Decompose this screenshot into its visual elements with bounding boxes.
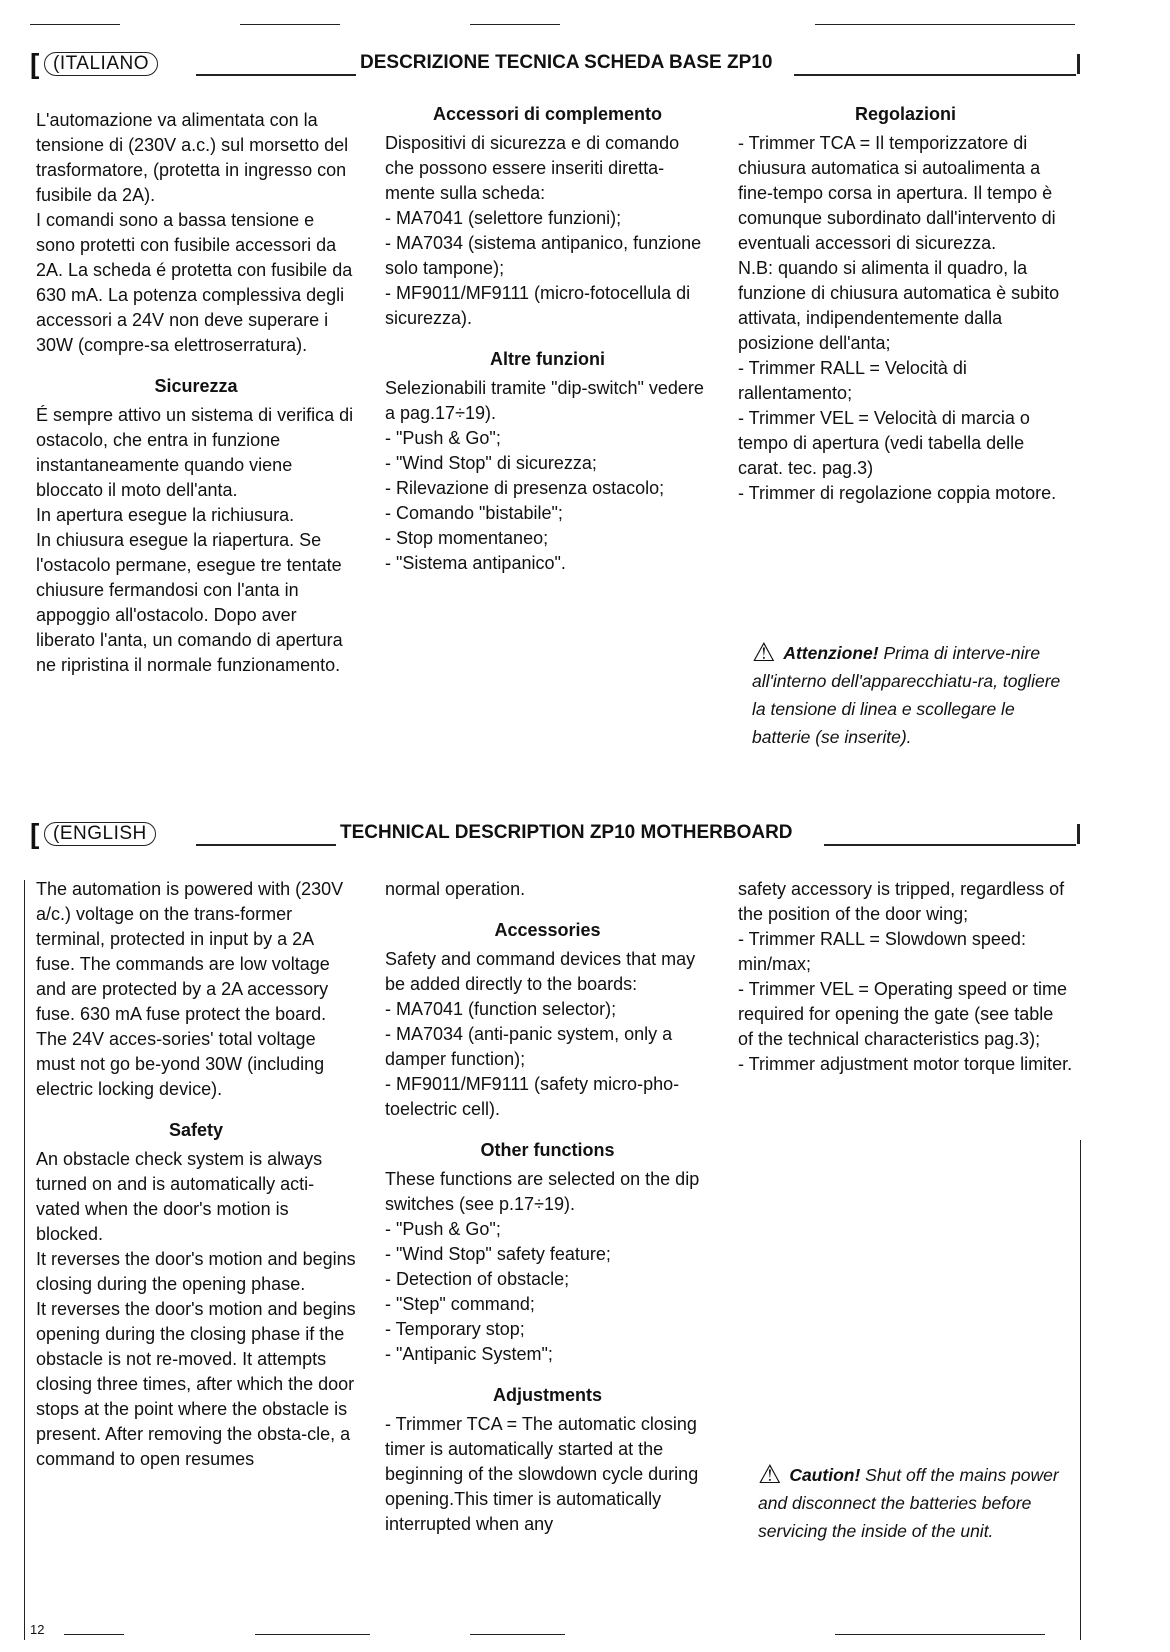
paragraph: - Trimmer di regolazione coppia motore. [738,483,1057,503]
warning-triangle-icon: ⚠ [758,1459,782,1489]
top-rule [30,24,120,25]
top-rule [240,24,340,25]
paragraph: - Temporary stop; [385,1319,525,1339]
paragraph: Safety and command devices that may be added directly to the boards: [385,949,696,994]
paragraph: Selezionabili tramite "dip-switch" vedere a pag.17÷19). [385,378,704,423]
paragraph: - Stop momentaneo; [385,528,549,548]
paragraph: - "Wind Stop" safety feature; [385,1244,611,1264]
paragraph: It reverses the door's motion and begins closing during the opening phase. [36,1249,356,1294]
paragraph: safety accessory is tripped, regardless of the position of the door wing; [738,879,1065,924]
paragraph: - MF9011/MF9111 (safety micro-pho-toelectric cell). [385,1074,680,1119]
language-label-italian: (ITALIANO [44,52,158,76]
top-rule [470,24,560,25]
english-column-3 [738,877,1073,1077]
bottom-rule [255,1634,370,1635]
top-rule [815,24,1075,25]
left-bracket: [ [30,48,40,79]
paragraph: The automation is powered with (230V a/c.) voltage on the trans-former terminal, protected in input by a 2A fuse. The commands are low voltage and are protected by a 2A accessory fuse. 630 mA fuse protect the board. The 24V acces-sories' total voltage must not go be-yond 30W (including electric locking device). [36,879,344,1099]
right-margin-line [1080,1140,1081,1640]
paragraph: - Trimmer adjustment motor torque limiter. [738,1054,1073,1074]
english-warning [758,1460,1066,1545]
paragraph: I comandi sono a bassa tensione e sono protetti con fusibile accessori da 2A. La scheda é protetta con fusibile da 630 mA. La potenza complessiva degli accessori a 24V non deve superare i 30W (compre-sa elettroserratura). [36,210,353,355]
subsection-heading: Regolazioni [854,104,956,124]
italian-column-1 [36,108,356,678]
paragraph: - Trimmer TCA = The automatic closing timer is automatically started at the beginning of the slowdown cycle during opening.This timer is automatically interrupted when any [385,1414,699,1534]
paragraph: - "Antipanic System"; [385,1344,553,1364]
header-rule [824,844,1076,846]
paragraph: - "Wind Stop" di sicurezza; [385,453,597,473]
paragraph: In chiusura esegue la riapertura. Se l'ostacolo permane, esegue tre tentate chiusure fermandosi con l'anta in appoggio all'ostacolo. Dopo aver liberato l'anta, un comando di apertura ne ripristina il normale funzionamento. [36,530,343,675]
paragraph: - Comando "bistabile"; [385,503,563,523]
subsection-heading: Accessories [494,920,601,940]
right-bracket [1077,54,1080,74]
italian-column-2 [385,102,710,576]
bottom-rule [470,1634,565,1635]
paragraph: - Trimmer RALL = Velocità di rallentamento; [738,358,967,403]
subsection-heading: Adjustments [492,1385,602,1405]
paragraph: - Trimmer VEL = Operating speed or time required for opening the gate (see table of the technical characteristics pag.3); [738,979,1067,1049]
paragraph: - Trimmer VEL = Velocità di marcia o tempo di apertura (vedi tabella delle carat. tec. pag.3) [738,408,1030,478]
warning-text: Prima di interve-nire all'interno dell'apparecchiatu-ra, togliere la tensione di linea e scollegare le batterie (se inserite). [752,643,1061,747]
bottom-rule [835,1634,1045,1635]
paragraph: - MA7041 (function selector); [385,999,617,1019]
paragraph: L'automazione va alimentata con la tensione di (230V a.c.) sul morsetto del trasformatore, (protetta in ingresso con fusibile da 2A). [36,110,349,205]
subsection-heading: Safety [168,1120,224,1140]
paragraph: normal operation. [385,879,526,899]
italian-section-header [30,50,1080,78]
paragraph: - Detection of obstacle; [385,1269,570,1289]
english-column-2 [385,877,710,1537]
paragraph: Dispositivi di sicurezza e di comando che possono essere inseriti diretta-mente sulla scheda: [385,133,680,203]
paragraph: N.B: quando si alimenta il quadro, la funzione di chiusura automatica è subito attivata, indipendentemente dalla posizione dell'anta; [738,258,1060,353]
paragraph: - Trimmer RALL = Slowdown speed: min/max; [738,929,1026,974]
paragraph: It reverses the door's motion and begins opening during the closing phase if the obstacle is not re-moved. It attempts closing three times, after which the door stops at the point where the obstacle is present. After removing the obsta-cle, a command to open resumes [36,1299,356,1469]
paragraph: - "Push & Go"; [385,428,501,448]
left-bracket: [ [30,818,40,849]
bottom-rule [64,1634,124,1635]
english-column-1 [36,877,356,1472]
paragraph: - Rilevazione di presenza ostacolo; [385,478,665,498]
subsection-heading: Sicurezza [154,376,238,396]
left-margin-line [24,880,25,1640]
warning-text: Shut off the mains power and disconnect the batteries before servicing the inside of the unit. [758,1465,1059,1541]
paragraph: - "Step" command; [385,1294,535,1314]
subsection-heading: Accessori di complemento [432,104,663,124]
header-rule [196,844,336,846]
paragraph: - "Push & Go"; [385,1219,501,1239]
warning-label: Caution! [789,1465,861,1485]
section-title-italian: DESCRIZIONE TECNICA SCHEDA BASE ZP10 [360,52,773,73]
header-rule [794,74,1076,76]
paragraph: É sempre attivo un sistema di verifica di ostacolo, che entra in funzione instantaneamente quando viene bloccato il moto dell'anta. [36,405,354,500]
language-label-english: (ENGLISH [44,822,156,846]
warning-triangle-icon: ⚠ [752,637,776,667]
paragraph: - MA7034 (anti-panic system, only a damper function); [385,1024,673,1069]
section-title-english: TECHNICAL DESCRIPTION ZP10 MOTHERBOARD [340,822,793,843]
warning-label: Attenzione! [783,643,879,663]
paragraph: - MF9011/MF9111 (micro-fotocellula di sicurezza). [385,283,691,328]
paragraph: - "Sistema antipanico". [385,553,566,573]
italian-warning [752,638,1064,751]
english-section-header [30,820,1080,848]
subsection-heading: Other functions [480,1140,615,1160]
paragraph: - MA7041 (selettore funzioni); [385,208,622,228]
subsection-heading: Altre funzioni [490,349,605,369]
paragraph: An obstacle check system is always turned on and is automatically acti-vated when the door's motion is blocked. [36,1149,323,1244]
paragraph: In apertura esegue la richiusura. [36,505,295,525]
paragraph: - MA7034 (sistema antipanico, funzione solo tampone); [385,233,702,278]
page-number: 12 [30,1622,45,1637]
header-rule [196,74,356,76]
italian-column-3 [738,102,1073,506]
right-bracket [1077,824,1080,844]
paragraph: - Trimmer TCA = Il temporizzatore di chiusura automatica si autoalimenta a fine-tempo corsa in apertura. Il tempo è comunque subordinato dall'intervento di eventuali accessori di sicurezza. [738,133,1056,253]
paragraph: These functions are selected on the dip switches (see p.17÷19). [385,1169,700,1214]
